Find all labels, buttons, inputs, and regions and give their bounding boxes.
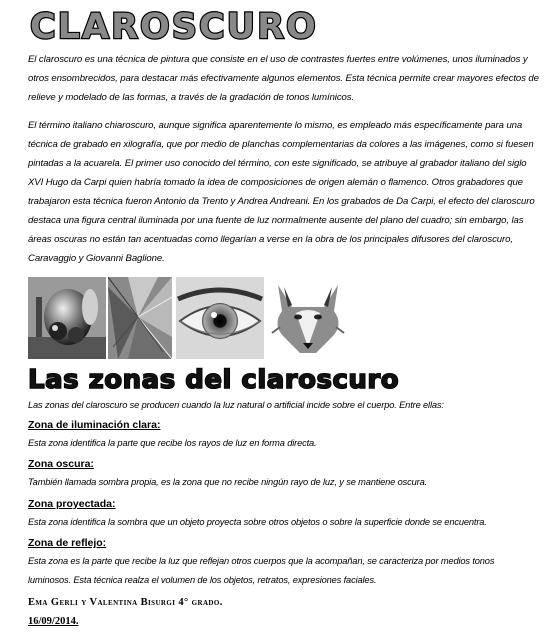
authors: Ema Gerli y Valentina Bisurgi 4° grado. [28, 597, 223, 608]
abstract-texture-image [108, 277, 172, 359]
zone-heading-clara: Zona de iluminación clara: [28, 419, 161, 431]
page-title [28, 6, 388, 44]
zone-text-clara: Esta zona identifica la parte que recibe los rayos de luz en forma directa. [28, 438, 317, 448]
still-life-image [28, 277, 106, 359]
zone-text-oscura: También llamada sombra propia, es la zona que no recibe ningún rayo de luz, y se mantiene oscura. [28, 477, 428, 487]
page-title-text: CLAROSCURO [30, 7, 318, 44]
section-title [26, 362, 446, 396]
zone-text-reflejo-2: luminosos. Esta técnica realza el volumen de los objetos, retratos, expresiones faciales. [28, 575, 377, 585]
section-title-text: Las zonas del claroscuro [28, 365, 400, 395]
eye-image [176, 277, 264, 359]
wolf-image [266, 277, 350, 359]
zones-intro: Las zonas del claroscuro se producen cuando la luz natural o artificial incide sobre el cuerpo. Entre ellas: [28, 400, 444, 410]
zone-heading-reflejo: Zona de reflejo: [28, 537, 107, 549]
zone-heading-proyectada: Zona proyectada: [28, 498, 116, 510]
intro-paragraph: El claroscuro es una técnica de pintura que consiste en el uso de contrastes fuertes entre volúmenes, unos iluminados y otros ensombrecidos, para destacar más efectivamente algunos elementos. Esta técnica permite crear mayores efectos de relieve y modelado de las formas, a través de la gradación de tonos lumínicos. [28, 54, 539, 103]
history-paragraph: El término italiano chiaroscuro, aunque significa aparentemente lo mismo, es empleado más específicamente para una técnica de grabado en xilografía, que por medio de planchas complementarias da colores a las imágenes, como si fuesen pintadas a la acuarela. El primer uso conocido del término, con este significado, se atribuye al grabador italiano del siglo XVI Hugo da Carpi quien habría tomado la idea de composiciones de origen alemán o flamenco. Otros grabadores que trabajaron esta técnica fueron Antonio da Trento y Andrea Andreani. En los grabados de Da Carpi, el efecto del claroscuro destaca una figura central iluminada por una fuente de luz normalmente ausente del plano del cuadro; sin embargo, las áreas oscuras no están tan acentuadas como llegarían a verse en la obra de los principales difusores del claroscuro, Caravaggio y Giovanni Baglione. [28, 120, 535, 264]
zone-heading-oscura: Zona oscura: [28, 458, 94, 470]
date: 16/09/2014. [28, 616, 79, 627]
zone-text-reflejo-1: Esta zona es la parte que recibe la luz que reflejan otros cuerpos que la acompañan, se caracteriza por medios tonos [28, 556, 495, 566]
zone-text-proyectada: Esta zona identifica la sombra que un objeto proyecta sobre otros objetos o sobre la superficie donde se encuentra. [28, 517, 487, 527]
